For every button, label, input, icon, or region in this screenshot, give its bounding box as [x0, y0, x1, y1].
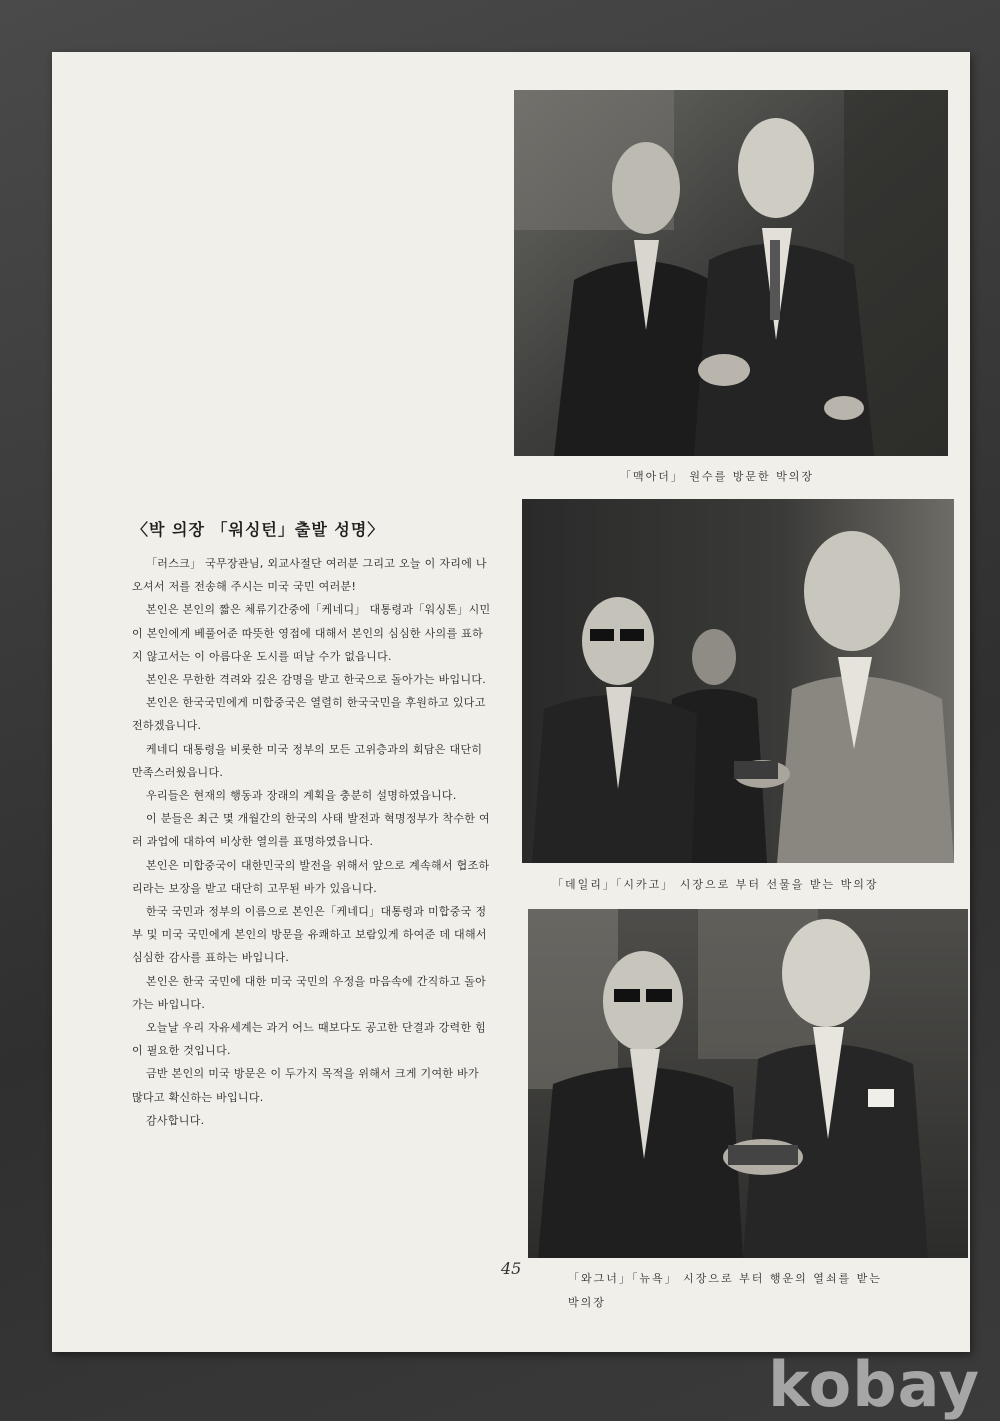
photo-newyork-key: [528, 909, 968, 1258]
photo-caption: 「맥아더」 원수를 방문한 박의장: [620, 470, 815, 483]
article-paragraph: 오늘날 우리 자유세계는 과거 어느 때보다도 공고한 단결과 강력한 힘이 필요한 것입니다.: [132, 1021, 487, 1058]
article-headline: 〈박 의장 「워싱턴」출발 성명〉: [132, 520, 385, 539]
article-paragraph: 금반 본인의 미국 방문은 이 두가지 목적을 위해서 크게 기여한 바가 많다고 확신하는 바입니다.: [132, 1067, 479, 1104]
photo-caption: 「와그너」「뉴욕」 시장으로 부터 행운의 열쇠를 받는: [568, 1272, 882, 1285]
article-paragraph: 「러스크」 국무장관님, 외교사절단 여러분 그리고 오늘 이 자리에 나오셔서 저를 전송해 주시는 미국 국민 여러분!: [132, 557, 487, 594]
article-paragraph: 본인은 무한한 격려와 깊은 감명을 받고 한국으로 돌아가는 바입니다.: [146, 673, 487, 687]
photo-image: [528, 909, 968, 1258]
article-paragraph: 감사합니다.: [146, 1113, 205, 1127]
article-paragraph: 본인은 한국 국민에 대한 미국 국민의 우정을 마음속에 간직하고 돌아가는 바입니다.: [132, 974, 487, 1011]
article-paragraph: 한국 국민과 정부의 이름으로 본인은「케네디」대통령과 미합중국 정부 및 미국 국민에게 본인의 방문을 유쾌하고 보람있게 하여준 데 대해서 심심한 감사를 표하는 바입니다.: [132, 905, 487, 965]
magazine-page: [52, 52, 970, 1352]
photo-chicago-gift: [522, 499, 954, 863]
article-paragraph: 본인은 본인의 짧은 체류기간중에「케네디」 대통령과「워싱톤」시민이 본인에게 베풀어준 따뜻한 영접에 대해서 본인의 심심한 사의를 표하지 않고서는 이 아름다운 도시를 떠날 수가 없읍니다.: [132, 603, 491, 663]
article-paragraph: 우리들은 현재의 행동과 장래의 계획을 충분히 설명하였읍니다.: [146, 789, 457, 803]
article-paragraph: 케네디 대통령을 비롯한 미국 정부의 모든 고위층과의 회담은 대단히 만족스러웠읍니다.: [132, 742, 483, 779]
article-paragraph: 본인은 한국국민에게 미합중국은 열렬히 한국국민을 후원하고 있다고 전하겠읍니다.: [132, 696, 486, 733]
article-paragraph: 본인은 미합중국이 대한민국의 발전을 위해서 앞으로 계속해서 협조하리라는 보장을 받고 대단히 고무된 바가 있읍니다.: [132, 858, 490, 895]
article-statement: [132, 517, 492, 1132]
photo-image: [522, 499, 954, 863]
photo-macarthur-visit: [514, 90, 948, 456]
photo-caption: 박의장: [568, 1296, 606, 1309]
article-paragraph: 이 분들은 최근 몇 개월간의 한국의 사태 발전과 혁명정부가 착수한 여러 과업에 대하여 비상한 열의를 표명하였읍니다.: [132, 812, 490, 849]
watermark-logo: kobay: [768, 1348, 980, 1421]
photo-image: [514, 90, 948, 456]
photo-caption: 「데일리」「시카고」 시장으로 부터 선물을 받는 박의장: [552, 878, 879, 891]
page-number: 45: [501, 1259, 522, 1278]
